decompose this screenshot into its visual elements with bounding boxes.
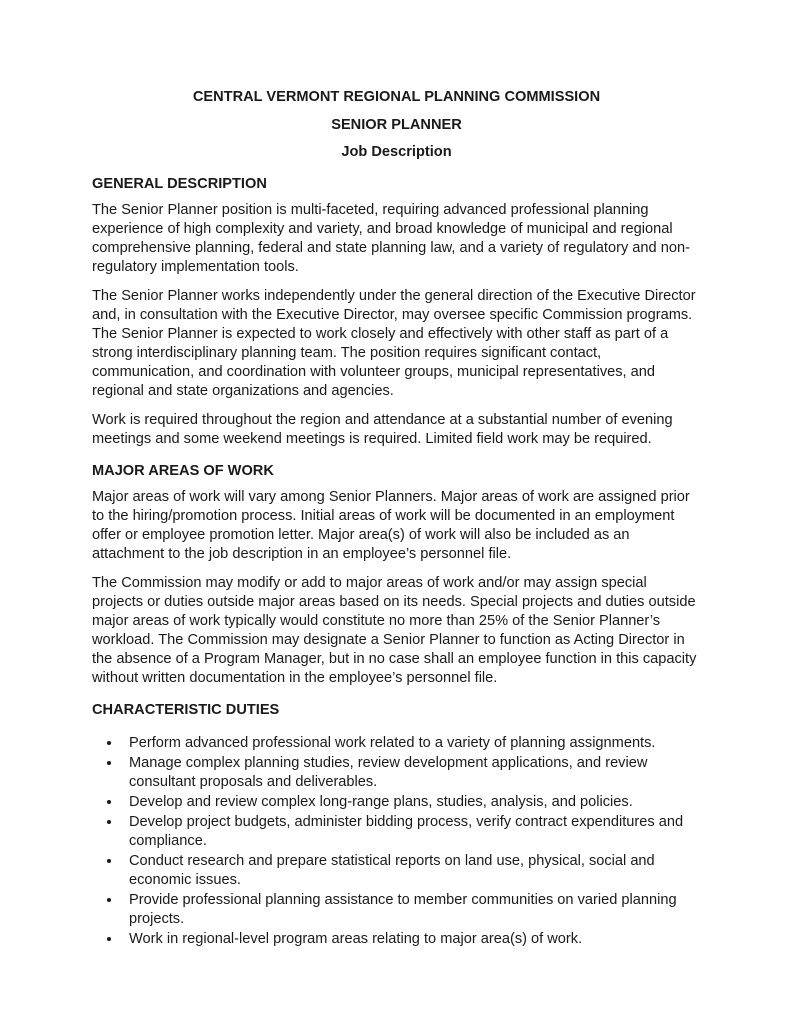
- duties-list: [92, 734, 701, 949]
- position-title: SENIOR PLANNER: [331, 116, 462, 133]
- duty-item: • Manage complex planning studies, review development applications, and review consultant proposals and deliverables.: [122, 754, 701, 792]
- general-description-paragraph-2: The Senior Planner works independently under the general direction of the Executive Director and, in consultation with the Executive Director, may oversee specific Commission programs. The Senior Planner is expected to work closely and effectively with other staff as part of a strong interdisciplinary planning team. The position requires significant contact, communication, and coordination with volunteer groups, municipal representatives, and regional and state organizations and agencies.: [92, 288, 696, 399]
- section-general-description: [92, 175, 701, 449]
- section-characteristic-duties: [92, 701, 701, 949]
- org-title: CENTRAL VERMONT REGIONAL PLANNING COMMISSION: [192, 89, 601, 105]
- major-areas-paragraph-1: Major areas of work will vary among Senior Planners. Major areas of work are assigned prior to the hiring/promotion process. Initial areas of work will be documented in an employment offer or employee promotion letter. Major area(s) of work will also be included as an attachment to the job description in an employee’s personnel file.: [92, 489, 690, 562]
- major-areas-paragraph-2: The Commission may modify or add to major areas of work and/or may assign special projects or duties outside major areas based on its needs. Special projects and duties outside major areas of work typically would constitute no more than 25% of the Senior Planner’s workload. The Commission may designate a Senior Planner to function as Acting Director in the absence of a Program Manager, but in no case shall an employee function in this capacity without written documentation in the employee’s personnel file.: [92, 575, 697, 686]
- doc-subtitle: Job Description: [341, 144, 452, 160]
- duty-item: • Provide professional planning assistance to member communities on varied planning projects.: [122, 891, 701, 929]
- duty-item: • Perform advanced professional work related to a variety of planning assignments.: [122, 734, 701, 753]
- duty-item: • Conduct research and prepare statistical reports on land use, physical, social and economic issues.: [122, 852, 701, 890]
- major-areas-heading: MAJOR AREAS OF WORK: [92, 463, 274, 479]
- duty-item: • Develop and review complex long-range plans, studies, analysis, and policies.: [122, 793, 701, 812]
- duty-item: • Develop project budgets, administer bidding process, verify contract expenditures and compliance.: [122, 813, 701, 851]
- document-header: [92, 88, 701, 162]
- section-major-areas-of-work: [92, 462, 701, 688]
- general-description-paragraph-1: The Senior Planner position is multi-faceted, requiring advanced professional planning experience of high complexity and variety, and broad knowledge of municipal and regional comprehensive planning, federal and state planning law, and a variety of regulatory and non-regulatory implementation tools.: [92, 202, 690, 275]
- characteristic-duties-heading: CHARACTERISTIC DUTIES: [92, 702, 280, 718]
- general-description-paragraph-3: Work is required throughout the region and attendance at a substantial number of evening meetings and some weekend meetings is required. Limited field work may be required.: [92, 412, 673, 447]
- duty-item: • Work in regional-level program areas relating to major area(s) of work.: [122, 930, 701, 949]
- general-description-heading: GENERAL DESCRIPTION: [92, 176, 267, 192]
